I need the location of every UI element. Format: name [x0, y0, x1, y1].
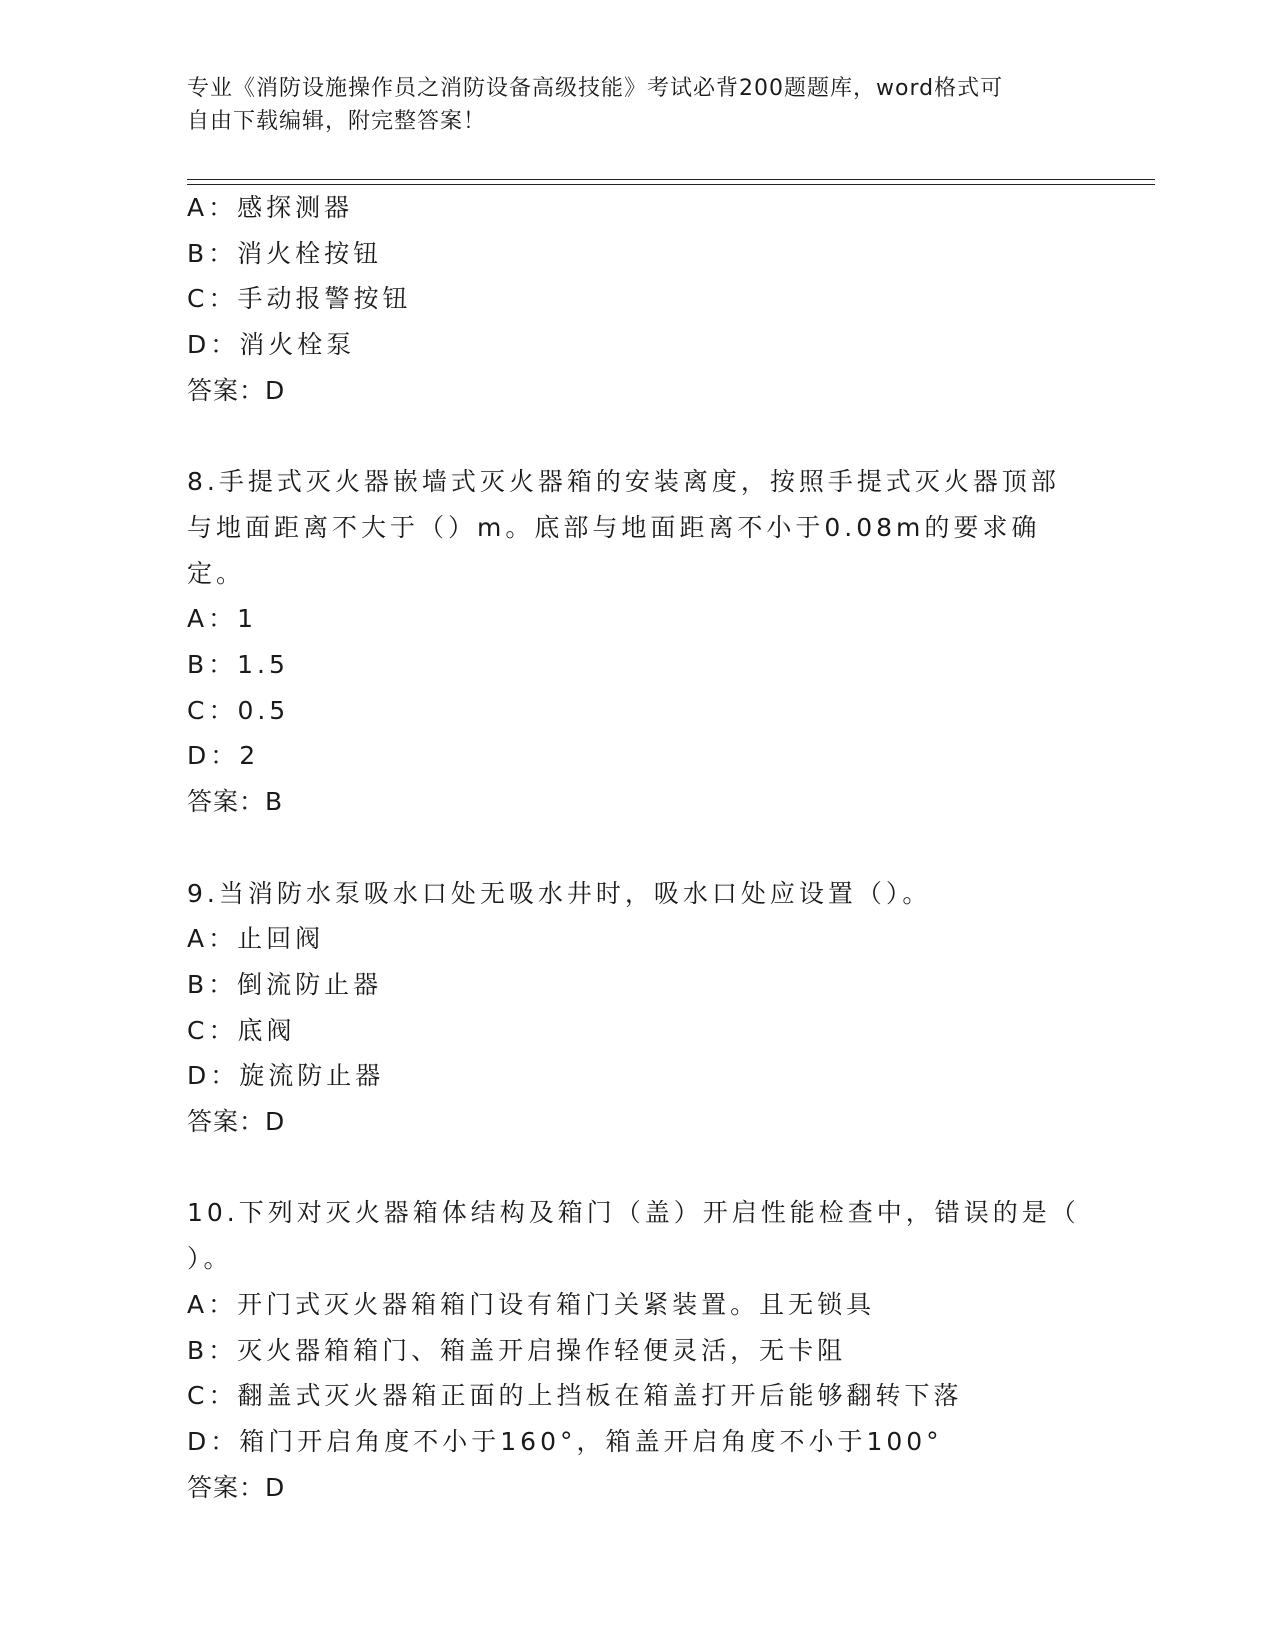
option-c: C：0.5 — [187, 695, 290, 725]
option-c: C：底阀 — [187, 1015, 296, 1045]
option-b: B：灭火器箱箱门、箱盖开启操作轻便灵活，无卡阻 — [187, 1335, 847, 1365]
answer: 答案：D — [187, 375, 286, 405]
option-d: D：旋流防止器 — [187, 1061, 385, 1091]
option-d: D：箱门开启角度不小于160°，箱盖开启角度不小于100° — [187, 1426, 943, 1456]
option-a: A：止回阀 — [187, 924, 325, 954]
option-a: A：开门式灭火器箱箱门设有箱门关紧装置。且无锁具 — [187, 1289, 876, 1319]
question-stem-line-1: 10.下列对灭火器箱体结构及箱门（盖）开启性能检查中，错误的是（ — [187, 1198, 1080, 1228]
option-b: B：1.5 — [187, 650, 289, 680]
question-7 — [187, 185, 1087, 414]
spacer — [187, 414, 1087, 460]
question-stem-line-2: 与地面距离不大于（）m。底部与地面距离不小于0.08m的要求确定。 — [187, 512, 1041, 588]
question-9 — [187, 871, 1087, 1145]
spacer — [187, 1145, 1087, 1191]
header-divider-top — [187, 179, 1155, 180]
option-b: B：消火栓按钮 — [187, 238, 383, 268]
header-line-1: 专业《消防设施操作员之消防设备高级技能》考试必背200题题库，word格式可 — [187, 76, 1004, 101]
option-c: C：手动报警按钮 — [187, 284, 412, 314]
option-b: B：倒流防止器 — [187, 969, 383, 999]
question-stem-line-2: ）。 — [187, 1244, 233, 1274]
answer: 答案：D — [187, 1472, 286, 1502]
question-list — [187, 185, 1087, 1510]
question-stem-line-1: 8.手提式灭火器嵌墙式灭火器箱的安装离度，按照手提式灭火器顶部 — [187, 467, 1060, 497]
spacer — [187, 825, 1087, 871]
question-8 — [187, 459, 1087, 825]
document-header — [187, 72, 1067, 138]
question-stem-line-1: 9.当消防水泵吸水口处无吸水井时，吸水口处应设置（）。 — [187, 878, 932, 908]
option-a: A：1 — [187, 604, 258, 634]
answer: 答案：B — [187, 787, 284, 817]
answer: 答案：D — [187, 1107, 286, 1137]
question-10 — [187, 1190, 1087, 1510]
option-d: D：消火栓泵 — [187, 330, 356, 360]
header-line-2: 自由下载编辑，附完整答案！ — [187, 109, 487, 134]
option-d: D：2 — [187, 741, 260, 771]
option-a: A：感探测器 — [187, 193, 354, 222]
option-c: C：翻盖式灭火器箱正面的上挡板在箱盖打开后能够翻转下落 — [187, 1381, 963, 1411]
